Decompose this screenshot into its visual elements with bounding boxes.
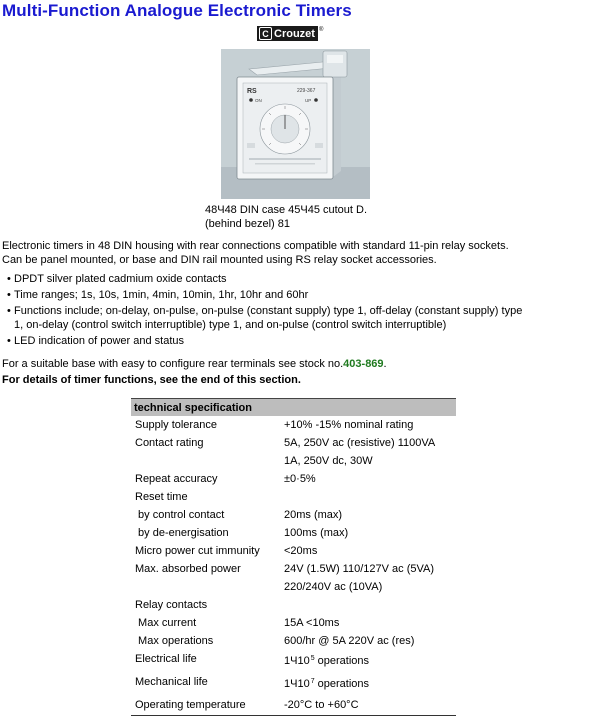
spec-value: 5A, 250V ac (resistive) 1100VA	[284, 437, 436, 449]
timer-terminal-block	[323, 51, 347, 77]
logo-badge	[257, 26, 318, 41]
bullet-icon: •	[7, 335, 11, 347]
crouzet-logo	[257, 26, 327, 41]
list-item: • Functions include; on-delay, on-pulse, on-pulse (constant supply) type 1, off-delay (constant supply) type 1, on-delay (control switch interruptible) type 1, and on-pulse (control switch interruptible)	[7, 305, 523, 331]
product-description	[2, 239, 588, 267]
spec-label: by de-energisation	[135, 527, 229, 539]
spec-label: Supply tolerance	[135, 419, 217, 431]
spec-label: Mechanical life	[135, 676, 208, 688]
spec-value: 220/240V ac (10VA)	[284, 581, 383, 593]
spec-value: 20ms (max)	[284, 509, 343, 521]
spec-label: by control contact	[135, 509, 225, 521]
base-note: For a suitable base with easy to configure rear terminals see stock no.403-869.	[2, 358, 387, 370]
spec-value: ±0·5%	[284, 473, 316, 485]
spec-label: Max. absorbed power	[135, 563, 241, 575]
caption-line: 48Ч48 DIN case 45Ч45 cutout D.	[205, 204, 368, 216]
spec-label: Max operations	[135, 635, 214, 647]
timer-product-photo	[221, 49, 370, 199]
photo-caption	[205, 203, 367, 231]
page-title: Multi-Function Analogue Electronic Timers	[2, 1, 352, 20]
bullet-icon: •	[7, 305, 11, 317]
spec-label: Reset time	[135, 491, 188, 503]
spec-value: 100ms (max)	[284, 527, 349, 539]
panel-brand: RS	[247, 88, 257, 95]
spec-value: 24V (1.5W) 110/127V ac (5VA)	[284, 563, 434, 575]
spec-label: Repeat accuracy	[135, 473, 218, 485]
spec-value: <20ms	[284, 545, 318, 557]
spec-label: Max current	[135, 617, 197, 629]
logo-mark: C	[259, 27, 272, 40]
stock-link-403-869[interactable]: 403-869	[343, 358, 384, 370]
spec-label: Micro power cut immunity	[135, 545, 260, 557]
description-line: Can be panel mounted, or base and DIN rail mounted using RS relay socket accessories.	[2, 254, 437, 266]
spec-value: $1Ч10^5$ operations	[284, 655, 370, 667]
panel-selector	[315, 143, 323, 148]
panel-stock-number: 229-367	[297, 88, 316, 94]
bullet-icon: •	[7, 289, 11, 301]
spec-label: Contact rating	[135, 437, 204, 449]
spec-value: 1A, 250V dc, 30W	[284, 455, 373, 467]
panel-print-line	[249, 158, 321, 160]
panel-up-label: UP	[305, 98, 312, 103]
terminal-cover	[327, 55, 343, 63]
table-bottom-rule	[131, 715, 456, 716]
spec-value: +10% -15% nominal rating	[284, 419, 414, 431]
details-note: For details of timer functions, see the end of this section.	[2, 374, 301, 386]
spec-value: $1Ч10^7$ operations	[284, 678, 370, 690]
led-up-icon	[314, 98, 318, 102]
bullet-icon: •	[7, 273, 11, 285]
caption-line: (behind bezel) 81	[205, 218, 291, 230]
logo-text: Crouzet	[274, 27, 315, 40]
spec-table-heading: technical specification	[131, 398, 456, 416]
timer-side-face	[333, 61, 341, 177]
panel-print-line	[255, 163, 315, 165]
list-item: • Time ranges; 1s, 10s, 1min, 4min, 10min, 1hr, 10hr and 60hr	[7, 289, 309, 301]
spec-label: Operating temperature	[135, 699, 246, 711]
list-item: • DPDT silver plated cadmium oxide contacts	[7, 273, 227, 285]
feature-list	[2, 272, 588, 350]
spec-label: Relay contacts	[135, 599, 208, 611]
description-line: Electronic timers in 48 DIN housing with rear connections compatible with standard 11-pin relay sockets.	[2, 240, 509, 252]
registered-mark: ®	[318, 27, 324, 33]
spec-value: 15A <10ms	[284, 617, 340, 629]
spec-value: -20°C to +60°C	[284, 699, 359, 711]
panel-on-label: ON	[255, 98, 262, 103]
panel-selector	[247, 143, 255, 148]
spec-label: Electrical life	[135, 653, 197, 665]
list-item: • LED indication of power and status	[7, 335, 184, 347]
led-on-icon	[249, 98, 253, 102]
spec-value: 600/hr @ 5A 220V ac (res)	[284, 635, 415, 647]
